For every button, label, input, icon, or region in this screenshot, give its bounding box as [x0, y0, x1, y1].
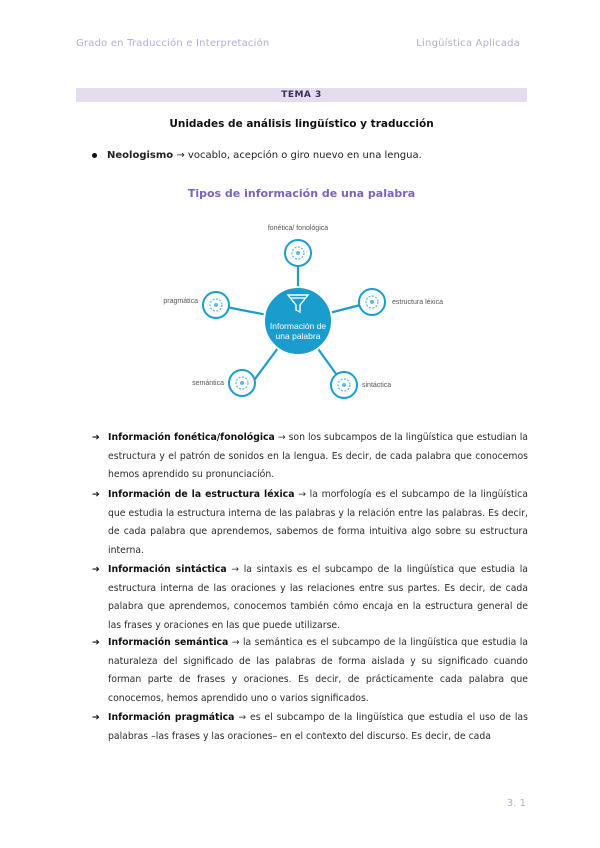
- item-arrow: ➔: [92, 564, 100, 575]
- center-label-line2: una palabra: [275, 331, 321, 341]
- info-item-pragmatica: [92, 709, 528, 746]
- diagram-title: Tipos de información de una palabra: [187, 187, 416, 200]
- bullet-dot: [92, 153, 97, 158]
- label-fonetica: fonética/ fonológica: [267, 225, 329, 232]
- neologismo-term: Neologismo: [107, 150, 174, 161]
- item-text: → la morfología es el subcampo de la lingüística que estudia la estructura interna de las palabras y la relación entre las palabras. Es decir, de cada palabra que aprendemos, sabemos de forma intuitiva algo sobre su estructura interna.: [108, 489, 528, 556]
- label-semantica: semántica: [192, 380, 224, 387]
- item-text: → la sintaxis es el subcampo de la lingüística que estudia la estructura interna de las oraciones y las relaciones entre sus partes. Es decir, de cada palabra que aprendemos, conocemos también cómo encaja en la estructura general de las frases y oraciones en las que puede utilizarse.: [108, 564, 528, 631]
- info-item-sintactica: [92, 561, 528, 635]
- item-text: → es el subcampo de la lingüística que estudia el uso de las palabras –las frases y las oraciones– en el contexto del discurso. Es decir, de cada: [108, 712, 528, 742]
- neologismo-arrow: →: [176, 150, 185, 161]
- item-arrow: ➔: [92, 712, 100, 723]
- item-term: Información fonética/fonológica: [108, 432, 275, 443]
- center-node: [264, 287, 332, 355]
- label-sintactica: sintáctica: [362, 382, 392, 389]
- item-text: → la semántica es el subcampo de la lingüística que estudia la naturaleza del significado de las palabras de forma aislada y su significado cuando forman parte de frases y oraciones. Es decir, de prácticamente cada palabra que conocemos, hemos aprendido uno o varios significados.: [108, 637, 528, 704]
- center-label-line1: Información de: [269, 321, 327, 331]
- node-fonetica: [285, 240, 311, 266]
- section-title: Unidades de análisis lingüístico y traducción: [169, 118, 434, 130]
- info-item-estructura-lexica: [92, 486, 528, 560]
- header-course: Grado en Traducción e Interpretación: [76, 38, 270, 49]
- node-estructura-lexica: [359, 289, 385, 315]
- tema-banner: TEMA 3: [76, 88, 527, 102]
- neologismo-bullet: [92, 150, 422, 161]
- neologismo-definition: vocablo, acepción o giro nuevo en una lengua.: [187, 150, 422, 161]
- item-term: Información pragmática: [108, 712, 235, 723]
- node-semantica: [229, 370, 255, 396]
- item-arrow: ➔: [92, 489, 100, 500]
- item-arrow: ➔: [92, 637, 100, 648]
- info-item-semantica: [92, 634, 528, 708]
- item-arrow: ➔: [92, 432, 100, 443]
- item-term: Información semántica: [108, 637, 229, 648]
- item-text: → son los subcampos de la lingüística que estudian la estructura y el patrón de sonidos en la lengua. Es decir, de cada palabra que conocemos hemos aprendido su pronunciación.: [108, 432, 528, 480]
- page-number: 3. 1: [506, 798, 526, 809]
- item-term: Información de la estructura léxica: [108, 489, 295, 500]
- info-item-fonetica: [92, 429, 528, 485]
- word-information-diagram: [140, 215, 470, 415]
- label-pragmatica: pragmática: [163, 298, 198, 305]
- label-estructura-lexica: estructura léxica: [392, 299, 443, 306]
- header-subject: Lingüística Aplicada: [416, 38, 520, 49]
- node-sintactica: [331, 372, 357, 398]
- item-term: Información sintáctica: [108, 564, 227, 575]
- node-pragmatica: [203, 292, 229, 318]
